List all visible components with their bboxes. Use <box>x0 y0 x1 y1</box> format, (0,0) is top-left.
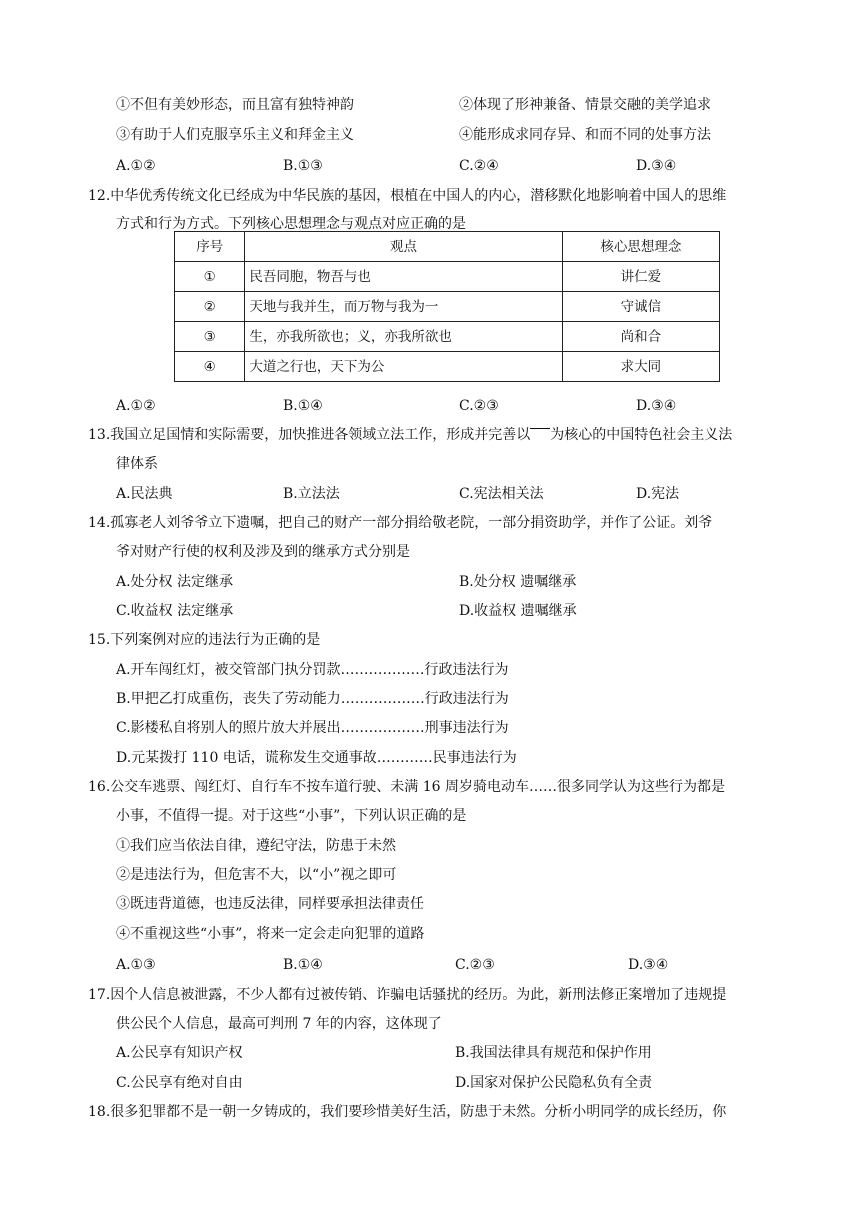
q17-option-b: B.我国法律具有规范和保护作用 <box>455 1045 652 1061</box>
q14-stem-line2: 爷对财产行使的权利及涉及到的继承方式分别是 <box>116 544 410 560</box>
prev-item-4: ④能形成求同存异、和而不同的处事方法 <box>459 127 711 143</box>
q13-option-b: B.立法法 <box>283 486 340 502</box>
q12-option-a: A.①② <box>116 398 156 414</box>
q14-option-b: B.处分权 遗嘱继承 <box>459 574 577 590</box>
q15-option-c: C.影楼私自将别人的照片放大并展出………………刑事违法行为 <box>116 720 509 736</box>
table-row <box>175 262 720 292</box>
q17-option-a: A.公民享有知识产权 <box>116 1045 243 1061</box>
q13-stem-line2: 律体系 <box>116 456 158 472</box>
q14-stem-line1: 14.孤寡老人刘爷爷立下遗嘱，把自己的财产一部分捐给敬老院，一部分捐资助学，并作了公证。刘爷 <box>88 515 713 531</box>
q13-stem-start: 13.我国立足国情和实际需要，加快推进各领域立法工作，形成并完善以 <box>88 427 531 443</box>
table-cell: ① <box>175 262 245 292</box>
q12-stem-line1: 12.中华优秀传统文化已经成为中华民族的基因，根植在中国人的内心，潜移默化地影响着中国人的思维 <box>88 188 727 204</box>
q14-option-d: D.收益权 遗嘱继承 <box>459 603 577 619</box>
q16-stem-line2: 小事，不值得一提。对于这些“小事”，下列认识正确的是 <box>116 808 467 824</box>
q15-option-a: A.开车闯红灯，被交管部门执分罚款………………行政违法行为 <box>116 662 509 678</box>
q12-option-b: B.①④ <box>283 398 323 414</box>
answer-blank <box>530 428 550 439</box>
prev-option-d: D.③④ <box>636 158 677 174</box>
table-cell: ② <box>175 292 245 322</box>
table-cell: 讲仁爱 <box>562 262 719 292</box>
prev-item-2: ②体现了形神兼备、情景交融的美学追求 <box>459 97 711 113</box>
table-row <box>175 322 720 352</box>
table-row <box>175 292 720 322</box>
q17-stem-line1: 17.因个人信息被泄露，不少人都有过被传销、诈骗电话骚扰的经历。为此，新刑法修正案增加了违规提 <box>88 987 727 1003</box>
table-row <box>175 352 720 382</box>
table-header-cell: 序号 <box>175 232 245 262</box>
q13-option-a: A.民法典 <box>116 486 173 502</box>
q16-option-c: C.②③ <box>455 957 495 973</box>
prev-option-c: C.②④ <box>459 158 499 174</box>
table-cell: 求大同 <box>562 352 719 382</box>
q12-stem-line2: 方式和行为方式。下列核心思想理念与观点对应正确的是 <box>116 216 466 232</box>
q15-option-b: B.甲把乙打成重伤，丧失了劳动能力………………行政违法行为 <box>116 691 509 707</box>
table-cell: 天地与我并生，而万物与我为一 <box>245 292 562 322</box>
table-cell: ④ <box>175 352 245 382</box>
q12-option-d: D.③④ <box>636 398 677 414</box>
q12-option-c: C.②③ <box>459 398 499 414</box>
q16-option-b: B.①④ <box>283 957 323 973</box>
q13-option-d: D.宪法 <box>636 486 680 502</box>
q16-item-1: ①我们应当依法自律，遵纪守法，防患于未然 <box>116 838 396 854</box>
q12-table <box>174 231 720 382</box>
q13-stem-end: 为核心的中国特色社会主义法 <box>550 427 733 443</box>
prev-option-a: A.①② <box>116 158 156 174</box>
q16-option-a: A.①③ <box>116 957 156 973</box>
q17-option-d: D.国家对保护公民隐私负有全责 <box>455 1075 653 1091</box>
q15-stem: 15.下列案例对应的违法行为正确的是 <box>88 632 321 648</box>
table-cell: 民吾同胞，物吾与也 <box>245 262 562 292</box>
prev-item-1: ①不但有美妙形态，而且富有独特神韵 <box>116 97 354 113</box>
prev-item-3: ③有助于人们克服享乐主义和拜金主义 <box>116 127 354 143</box>
q13-option-c: C.宪法相关法 <box>459 486 544 502</box>
q15-option-d: D.元某拨打 110 电话，谎称发生交通事故…………民事违法行为 <box>116 750 517 766</box>
table-cell: ③ <box>175 322 245 352</box>
table-header-cell: 核心思想理念 <box>562 232 719 262</box>
q18-stem-line1: 18.很多犯罪都不是一朝一夕铸成的，我们要珍惜美好生活，防患于未然。分析小明同学的成长经历，你 <box>88 1104 727 1120</box>
table-cell: 尚和合 <box>562 322 719 352</box>
table-cell: 守诚信 <box>562 292 719 322</box>
q13-stem-line1 <box>88 425 732 445</box>
q16-item-3: ③既违背道德，也违反法律，同样要承担法律责任 <box>116 896 424 912</box>
q16-option-d: D.③④ <box>628 957 669 973</box>
q16-item-4: ④不重视这些“小事”，将来一定会走向犯罪的道路 <box>116 926 425 942</box>
q16-item-2: ②是违法行为，但危害不大，以“小”视之即可 <box>116 867 397 883</box>
q17-option-c: C.公民享有绝对自由 <box>116 1075 243 1091</box>
q16-stem-line1: 16.公交车逃票、闯红灯、自行车不按车道行驶、未满 16 周岁骑电动车……很多同学认为这些行为都是 <box>88 779 725 795</box>
q14-option-c: C.收益权 法定继承 <box>116 603 234 619</box>
table-header-row <box>175 232 720 262</box>
table-cell: 大道之行也，天下为公 <box>245 352 562 382</box>
table-cell: 生，亦我所欲也；义，亦我所欲也 <box>245 322 562 352</box>
prev-option-b: B.①③ <box>283 158 323 174</box>
q17-stem-line2: 供公民个人信息，最高可判刑 7 年的内容，这体现了 <box>116 1016 442 1032</box>
table-header-cell: 观点 <box>245 232 562 262</box>
q14-option-a: A.处分权 法定继承 <box>116 574 234 590</box>
